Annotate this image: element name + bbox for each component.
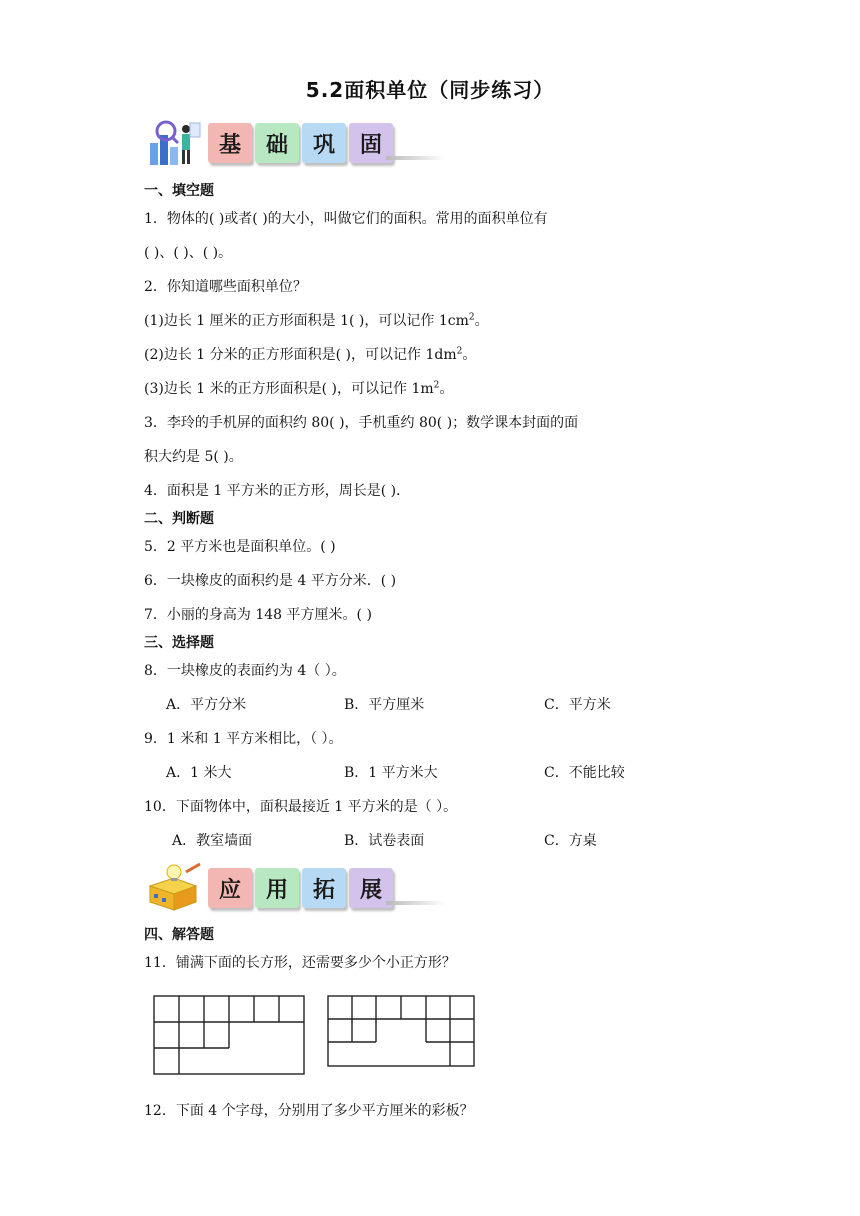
section-fill-in: 一、填空题: [144, 183, 214, 199]
question-4: 4．面积是 1 平方米的正方形，周长是( )．: [144, 483, 411, 499]
question-2: 2．你知道哪些面积单位？: [144, 279, 307, 295]
banner-underline: [386, 901, 446, 905]
option-b: B．试卷表面: [344, 833, 425, 849]
question-2-3-text: (3)边长 1 米的正方形面积是( )，可以记作 1m: [144, 381, 434, 397]
section-answer: 四、解答题: [144, 927, 214, 943]
question-8: 8．一块橡皮的表面约为 4（ ）。: [144, 663, 346, 679]
banner-tile: 用: [255, 868, 299, 908]
option-c: C．方桌: [544, 833, 597, 849]
question-2-1: [144, 310, 489, 330]
question-5: 5．2 平方米也是面积单位。( ): [144, 539, 336, 555]
banner-underline: [386, 156, 446, 160]
banner-tile: 巩: [302, 123, 346, 163]
banner-tile: 应: [208, 868, 252, 908]
superscript: 2: [468, 312, 475, 323]
question-12: 12．下面 4 个字母，分别用了多少平方厘米的彩板？: [144, 1103, 474, 1119]
toolbox-idea-icon: [144, 862, 202, 914]
superscript: 2: [433, 380, 440, 391]
option-c: C．平方米: [544, 697, 611, 713]
question-1-line2: ( )、( )、( )。: [144, 245, 233, 261]
question-9: 9．1 米和 1 平方米相比，（ ）。: [144, 731, 343, 747]
option-a: A．平方分米: [166, 697, 247, 713]
question-3-line2: 积大约是 5( )。: [144, 449, 243, 465]
page-title: 5.2面积单位（同步练习）: [305, 78, 555, 102]
question-7: 7．小丽的身高为 148 平方厘米。( ): [144, 607, 372, 623]
research-chart-icon: [144, 117, 202, 169]
question-2-3-end: 。: [439, 381, 454, 397]
banner-tile: 础: [255, 123, 299, 163]
question-2-1-text: (1)边长 1 厘米的正方形面积是 1( )，可以记作 1cm: [144, 313, 469, 329]
section-choice: 三、选择题: [144, 635, 214, 651]
banner-extend: [144, 862, 446, 914]
question-1-line1: 1．物体的( )或者( )的大小，叫做它们的面积。常用的面积单位有: [144, 211, 548, 227]
question-2-3: [144, 378, 453, 398]
question-10: 10．下面物体中，面积最接近 1 平方米的是（ ）。: [144, 799, 458, 815]
banner-basic: [144, 117, 446, 169]
question-2-2-text: (2)边长 1 分米的正方形面积是( )，可以记作 1dm: [144, 347, 457, 363]
rectangle-figure-2: [326, 994, 478, 1070]
rectangle-figure-1: [152, 994, 308, 1078]
question-2-2: [144, 344, 476, 364]
banner-tile: 拓: [302, 868, 346, 908]
question-3-line1: 3．李玲的手机屏的面积约 80( )，手机重约 80( )；数学课本封面的面: [144, 415, 579, 431]
superscript: 2: [456, 346, 463, 357]
question-2-1-end: 。: [474, 313, 489, 329]
question-11: 11．铺满下面的长方形，还需要多少个小正方形？: [144, 955, 456, 971]
banner-tile: 固: [349, 123, 393, 163]
option-b: B．1 平方米大: [344, 765, 438, 781]
banner-tile: 展: [349, 868, 393, 908]
option-a: A．教室墙面: [172, 833, 253, 849]
banner-tile: 基: [208, 123, 252, 163]
option-a: A．1 米大: [166, 765, 232, 781]
section-true-false: 二、判断题: [144, 511, 214, 527]
question-6: 6．一块橡皮的面积约是 4 平方分米．( ): [144, 573, 397, 589]
question-2-2-end: 。: [462, 347, 477, 363]
option-c: C．不能比较: [544, 765, 625, 781]
option-b: B．平方厘米: [344, 697, 425, 713]
